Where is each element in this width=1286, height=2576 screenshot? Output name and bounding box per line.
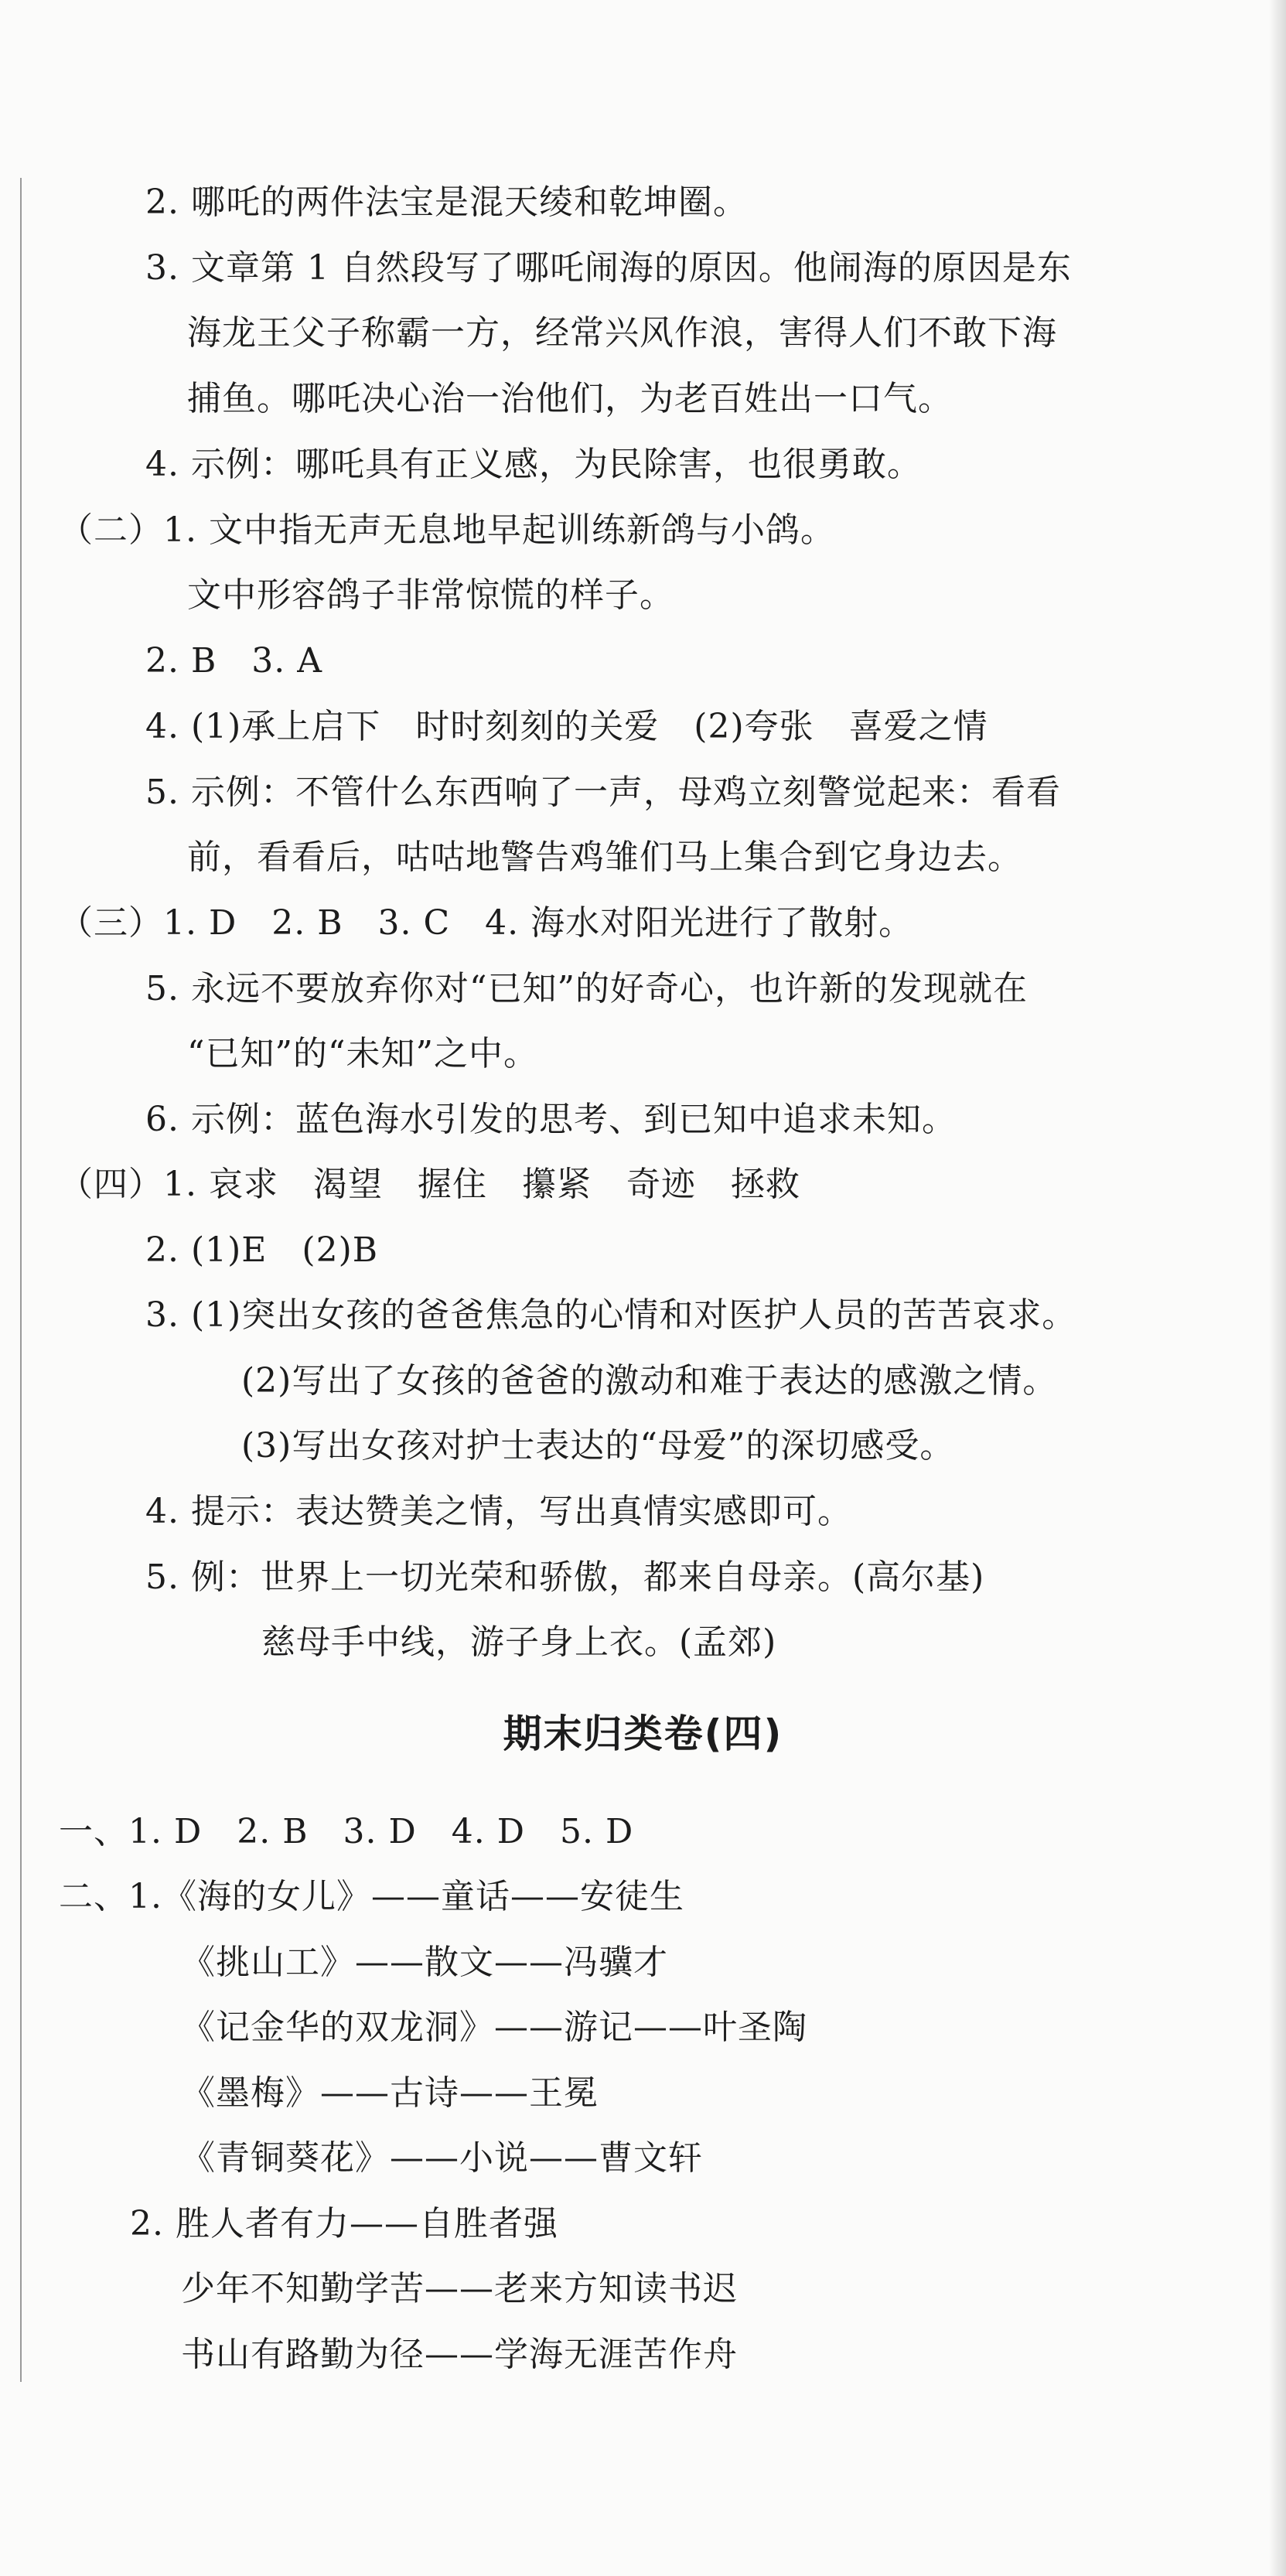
answer-line: 《挑山工》——散文——冯骥才: [181, 1943, 668, 1982]
answer-line: 《记金华的双龙洞》——游记——叶圣陶: [181, 2008, 807, 2047]
answer-line: 5. 永远不要放弃你对“已知”的好奇心，也许新的发现就在: [145, 969, 1028, 1008]
answer-line: 海龙王父子称霸一方，经常兴风作浪，害得人们不敢下海: [187, 313, 1057, 353]
answer-line: “已知”的“未知”之中。: [187, 1034, 538, 1073]
answer-line: 一、1. D 2. B 3. D 4. D 5. D: [59, 1812, 634, 1851]
answer-line: （四）1. 哀求 渴望 握住 攥紧 奇迹 拯救: [59, 1165, 800, 1204]
answer-line: 4. 提示：表达赞美之情，写出真情实感即可。: [145, 1492, 852, 1531]
answer-line: 2. (1)E (2)B: [145, 1230, 379, 1270]
answer-line: 2. 胜人者有力——自胜者强: [130, 2204, 558, 2243]
answer-line: 3. (1)突出女孩的爸爸焦急的心情和对医护人员的苦苦哀求。: [145, 1295, 1077, 1335]
answer-line: 前，看看后，咕咕地警告鸡雏们马上集合到它身边去。: [187, 838, 1022, 877]
answer-line: （三）1. D 2. B 3. C 4. 海水对阳光进行了散射。: [59, 903, 914, 943]
answer-line: (2)写出了女孩的爸爸的激动和难于表达的感激之情。: [241, 1361, 1058, 1401]
answer-line: 慈母手中线，游子身上衣。(孟郊): [261, 1622, 777, 1662]
answer-line: (3)写出女孩对护士表达的“母爱”的深切感受。: [241, 1426, 955, 1465]
answer-line: 《青铜葵花》——小说——曹文轩: [181, 2138, 703, 2178]
section-title: 期末归类卷(四): [503, 1711, 783, 1756]
answer-line: 2. 哪吒的两件法宝是混天绫和乾坤圈。: [145, 183, 748, 222]
answer-line: （二）1. 文中指无声无息地早起训练新鸽与小鸽。: [59, 510, 835, 550]
binding-line: [20, 178, 22, 2382]
answer-line: 4. (1)承上启下 时时刻刻的关爱 (2)夸张 喜爱之情: [145, 707, 988, 746]
answer-line: 少年不知勤学苦——老来方知读书迟: [181, 2269, 738, 2308]
answer-line: 书山有路勤为径——学海无涯苦作舟: [181, 2335, 738, 2374]
page-edge-shadow: [1269, 0, 1286, 2576]
answer-line: 5. 示例：不管什么东西响了一声，母鸡立刻警觉起来：看看: [145, 773, 1061, 812]
answer-line: 5. 例：世界上一切光荣和骄傲，都来自母亲。(高尔基): [145, 1558, 985, 1597]
answer-line: 二、1.《海的女儿》——童话——安徒生: [59, 1877, 684, 1916]
answer-line: 6. 示例：蓝色海水引发的思考、到已知中追求未知。: [145, 1100, 957, 1139]
answer-line: 文中形容鸽子非常惊慌的样子。: [187, 575, 674, 615]
answer-line: 《墨梅》——古诗——王冕: [181, 2073, 599, 2113]
answer-line: 4. 示例：哪吒具有正义感，为民除害，也很勇敢。: [145, 445, 922, 484]
answer-line: 2. B 3. A: [145, 641, 323, 681]
answer-line: 捕鱼。哪吒决心治一治他们，为老百姓出一口气。: [187, 379, 953, 418]
answer-line: 3. 文章第 1 自然段写了哪吒闹海的原因。他闹海的原因是东: [145, 248, 1072, 288]
